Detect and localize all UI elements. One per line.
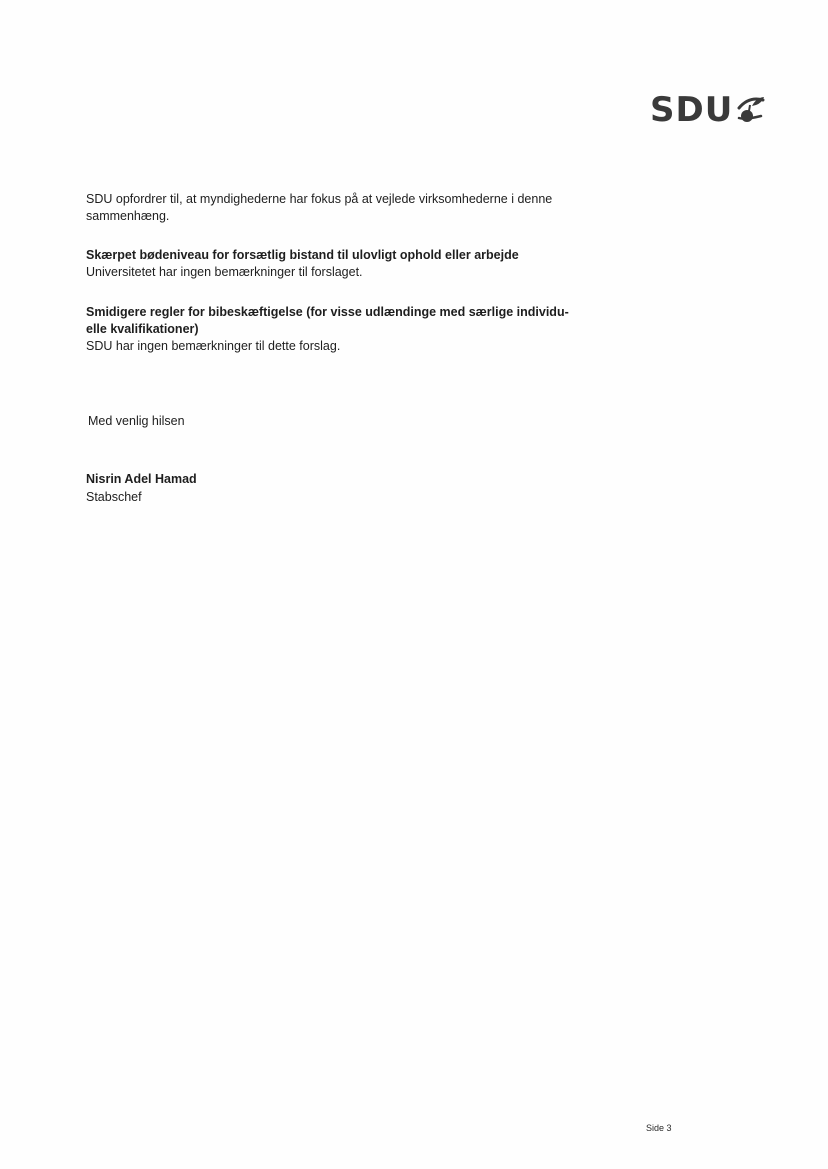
section-secondary-employment <box>86 304 586 355</box>
signer-name: Nisrin Adel Hamad <box>86 472 197 486</box>
page-number: Side 3 <box>646 1123 672 1133</box>
logo-text: SDU <box>650 90 734 130</box>
closing-greeting: Med venlig hilsen <box>88 414 185 428</box>
section-heading: Smidigere regler for bibeskæftigelse (for visse udlændinge med særlige individu-elle kvalifikationer) <box>86 305 569 336</box>
signer-title: Stabschef <box>86 490 142 504</box>
section-text: Universitetet har ingen bemærkninger til forslaget. <box>86 265 363 279</box>
apple-branch-icon <box>735 94 769 124</box>
signature-block <box>86 470 197 506</box>
sdu-logo <box>650 90 775 130</box>
section-heading: Skærpet bødeniveau for forsætlig bistand til ulovligt ophold eller arbejde <box>86 248 519 262</box>
intro-paragraph: SDU opfordrer til, at myndighederne har fokus på at vejlede virksomhederne i denne sammenhæng. <box>86 192 553 223</box>
section-text: SDU har ingen bemærkninger til dette forslag. <box>86 339 341 353</box>
section-fine-level <box>86 247 586 281</box>
